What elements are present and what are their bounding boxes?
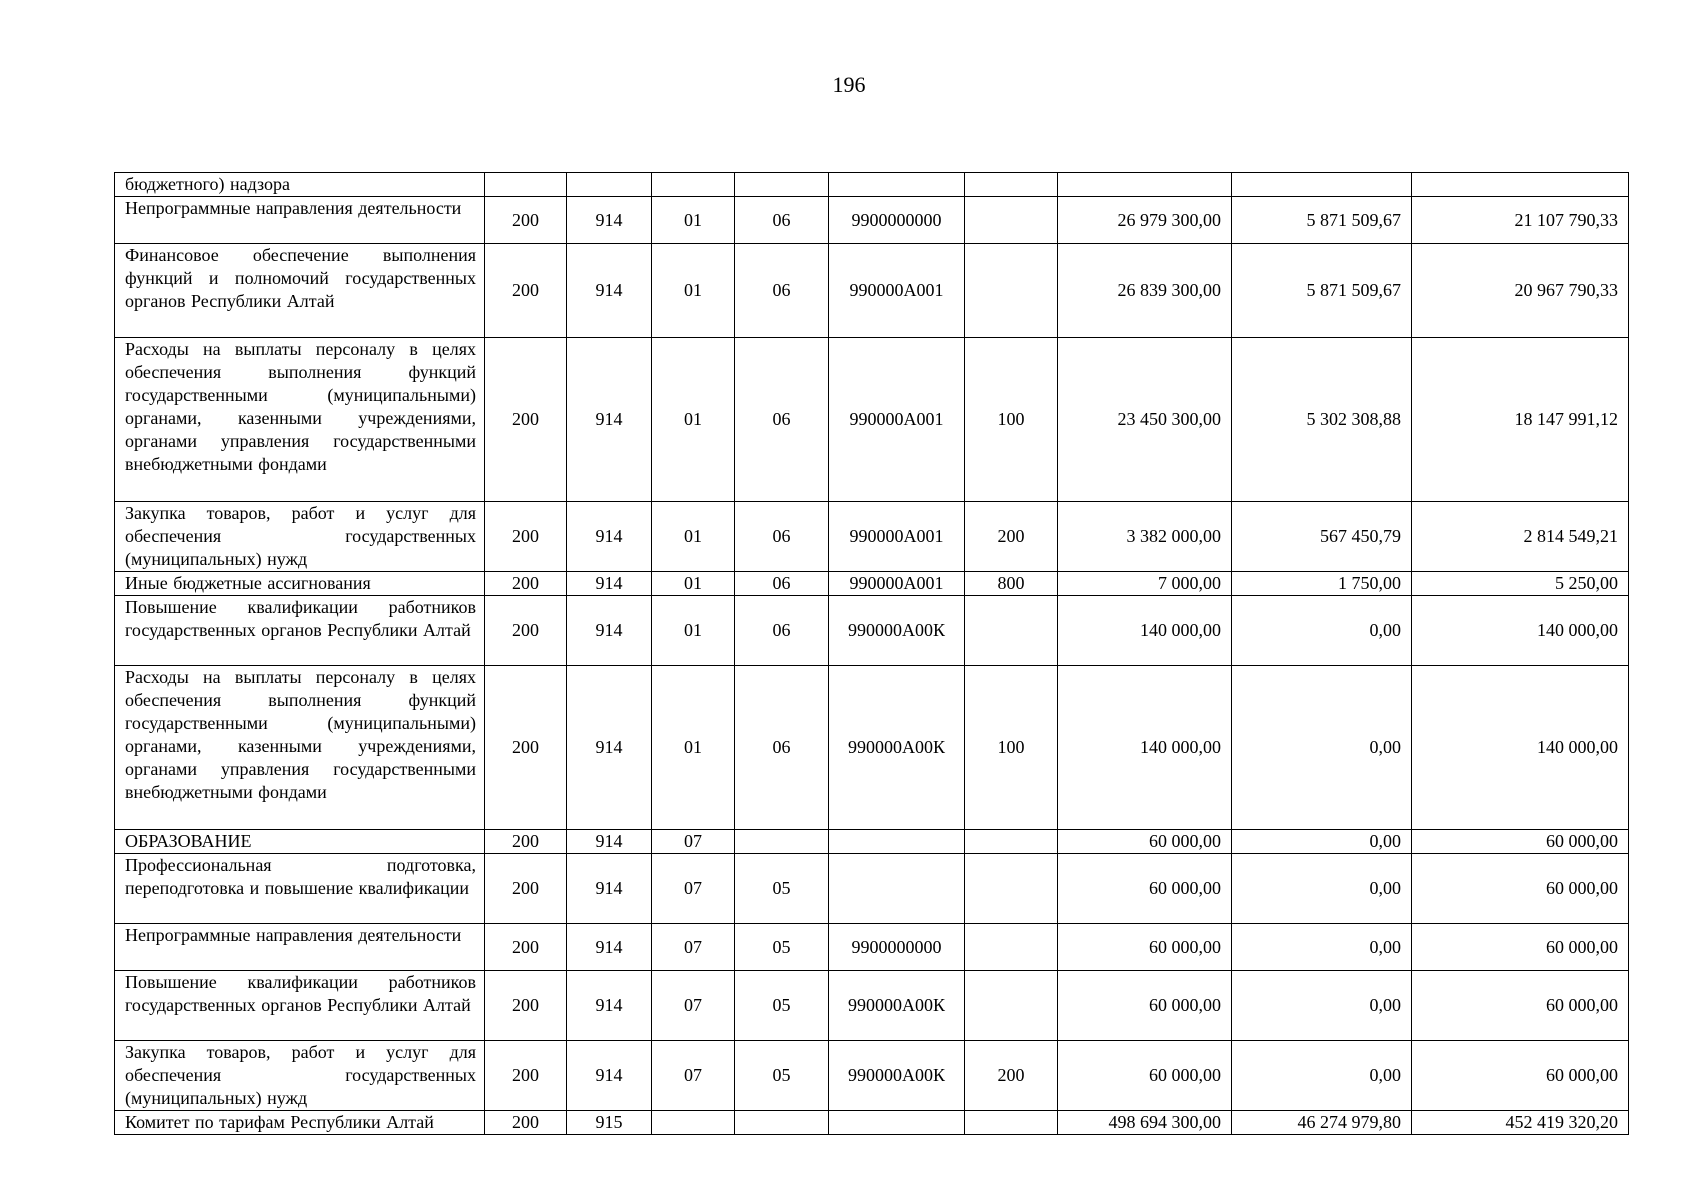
code-cell: 915 bbox=[567, 1111, 652, 1135]
budget-table bbox=[114, 172, 1629, 1135]
amount-cell: 18 147 991,12 bbox=[1412, 338, 1629, 502]
code-cell: 05 bbox=[735, 1041, 829, 1111]
row-name: Непрограммные направления деятельности bbox=[115, 924, 485, 971]
code-cell: 200 bbox=[485, 244, 567, 338]
amount-cell: 21 107 790,33 bbox=[1412, 197, 1629, 244]
code-cell: 200 bbox=[485, 1041, 567, 1111]
amount-cell: 567 450,79 bbox=[1232, 502, 1412, 572]
code-cell bbox=[965, 173, 1058, 197]
code-cell bbox=[965, 924, 1058, 971]
row-name: бюджетного) надзора bbox=[115, 173, 485, 197]
code-cell bbox=[485, 173, 567, 197]
amount-cell: 498 694 300,00 bbox=[1058, 1111, 1232, 1135]
code-cell: 01 bbox=[652, 197, 735, 244]
code-cell bbox=[829, 830, 965, 854]
amount-cell: 0,00 bbox=[1232, 596, 1412, 666]
code-cell: 914 bbox=[567, 338, 652, 502]
row-name: Расходы на выплаты персоналу в целях обеспечения выполнения функций государственными (муниципальными) органами, казенными учреждениями, органами управления государственными внебюджетными фондами bbox=[115, 338, 485, 502]
table-row bbox=[115, 197, 1629, 244]
amount-cell: 140 000,00 bbox=[1412, 666, 1629, 830]
amount-cell: 140 000,00 bbox=[1412, 596, 1629, 666]
table-row bbox=[115, 338, 1629, 502]
amount-cell: 0,00 bbox=[1232, 666, 1412, 830]
code-cell: 200 bbox=[485, 572, 567, 596]
code-cell: 990000А001 bbox=[829, 244, 965, 338]
code-cell: 990000А00К bbox=[829, 666, 965, 830]
code-cell: 07 bbox=[652, 830, 735, 854]
code-cell: 06 bbox=[735, 666, 829, 830]
code-cell: 06 bbox=[735, 572, 829, 596]
row-name: Финансовое обеспечение выполнения функций и полномочий государственных органов Республики Алтай bbox=[115, 244, 485, 338]
code-cell: 05 bbox=[735, 924, 829, 971]
table-row bbox=[115, 924, 1629, 971]
amount-cell: 23 450 300,00 bbox=[1058, 338, 1232, 502]
amount-cell: 0,00 bbox=[1232, 1041, 1412, 1111]
code-cell bbox=[735, 1111, 829, 1135]
amount-cell: 5 250,00 bbox=[1412, 572, 1629, 596]
amount-cell: 60 000,00 bbox=[1412, 1041, 1629, 1111]
code-cell: 200 bbox=[485, 924, 567, 971]
code-cell bbox=[567, 173, 652, 197]
code-cell: 200 bbox=[485, 854, 567, 924]
code-cell bbox=[829, 1111, 965, 1135]
amount-cell: 60 000,00 bbox=[1058, 830, 1232, 854]
code-cell: 07 bbox=[652, 971, 735, 1041]
table-row bbox=[115, 173, 1629, 197]
code-cell: 100 bbox=[965, 338, 1058, 502]
code-cell: 200 bbox=[485, 197, 567, 244]
row-name: Повышение квалификации работников государственных органов Республики Алтай bbox=[115, 971, 485, 1041]
amount-cell: 5 871 509,67 bbox=[1232, 244, 1412, 338]
code-cell: 800 bbox=[965, 572, 1058, 596]
amount-cell: 3 382 000,00 bbox=[1058, 502, 1232, 572]
amount-cell: 1 750,00 bbox=[1232, 572, 1412, 596]
code-cell: 914 bbox=[567, 854, 652, 924]
code-cell: 01 bbox=[652, 666, 735, 830]
code-cell: 914 bbox=[567, 244, 652, 338]
code-cell: 200 bbox=[485, 502, 567, 572]
code-cell bbox=[965, 1111, 1058, 1135]
amount-cell: 0,00 bbox=[1232, 971, 1412, 1041]
code-cell: 914 bbox=[567, 830, 652, 854]
code-cell bbox=[965, 830, 1058, 854]
code-cell: 990000А00К bbox=[829, 971, 965, 1041]
row-name: Закупка товаров, работ и услуг для обеспечения государственных (муниципальных) нужд bbox=[115, 502, 485, 572]
code-cell bbox=[652, 1111, 735, 1135]
code-cell bbox=[735, 830, 829, 854]
code-cell: 05 bbox=[735, 971, 829, 1041]
amount-cell: 60 000,00 bbox=[1412, 924, 1629, 971]
amount-cell: 2 814 549,21 bbox=[1412, 502, 1629, 572]
code-cell: 914 bbox=[567, 197, 652, 244]
code-cell: 01 bbox=[652, 502, 735, 572]
amount-cell bbox=[1412, 173, 1629, 197]
amount-cell: 60 000,00 bbox=[1058, 1041, 1232, 1111]
code-cell: 200 bbox=[965, 502, 1058, 572]
amount-cell: 5 302 308,88 bbox=[1232, 338, 1412, 502]
table-row bbox=[115, 830, 1629, 854]
code-cell: 200 bbox=[485, 971, 567, 1041]
code-cell: 914 bbox=[567, 572, 652, 596]
amount-cell: 60 000,00 bbox=[1058, 854, 1232, 924]
code-cell bbox=[965, 596, 1058, 666]
code-cell: 01 bbox=[652, 244, 735, 338]
table-row bbox=[115, 502, 1629, 572]
row-name: Профессиональная подготовка, переподготовка и повышение квалификации bbox=[115, 854, 485, 924]
amount-cell: 0,00 bbox=[1232, 854, 1412, 924]
code-cell: 05 bbox=[735, 854, 829, 924]
table-row bbox=[115, 1111, 1629, 1135]
code-cell bbox=[829, 854, 965, 924]
code-cell: 06 bbox=[735, 502, 829, 572]
code-cell bbox=[965, 197, 1058, 244]
table-row bbox=[115, 1041, 1629, 1111]
code-cell: 914 bbox=[567, 971, 652, 1041]
row-name: Комитет по тарифам Республики Алтай bbox=[115, 1111, 485, 1135]
code-cell: 914 bbox=[567, 924, 652, 971]
code-cell: 01 bbox=[652, 572, 735, 596]
amount-cell: 60 000,00 bbox=[1412, 971, 1629, 1041]
row-name: Закупка товаров, работ и услуг для обеспечения государственных (муниципальных) нужд bbox=[115, 1041, 485, 1111]
code-cell: 200 bbox=[485, 830, 567, 854]
code-cell: 9900000000 bbox=[829, 924, 965, 971]
code-cell: 200 bbox=[485, 666, 567, 830]
amount-cell: 140 000,00 bbox=[1058, 596, 1232, 666]
code-cell: 07 bbox=[652, 924, 735, 971]
code-cell: 06 bbox=[735, 244, 829, 338]
amount-cell: 60 000,00 bbox=[1412, 854, 1629, 924]
code-cell: 07 bbox=[652, 1041, 735, 1111]
row-name: ОБРАЗОВАНИЕ bbox=[115, 830, 485, 854]
code-cell: 990000А00К bbox=[829, 1041, 965, 1111]
code-cell: 01 bbox=[652, 596, 735, 666]
amount-cell: 60 000,00 bbox=[1058, 924, 1232, 971]
code-cell: 100 bbox=[965, 666, 1058, 830]
code-cell: 200 bbox=[965, 1041, 1058, 1111]
code-cell: 990000А001 bbox=[829, 502, 965, 572]
code-cell: 06 bbox=[735, 197, 829, 244]
code-cell: 914 bbox=[567, 666, 652, 830]
code-cell: 914 bbox=[567, 1041, 652, 1111]
row-name: Непрограммные направления деятельности bbox=[115, 197, 485, 244]
row-name: Повышение квалификации работников государственных органов Республики Алтай bbox=[115, 596, 485, 666]
page-number: 196 bbox=[832, 72, 866, 97]
row-name: Иные бюджетные ассигнования bbox=[115, 572, 485, 596]
code-cell: 990000А001 bbox=[829, 338, 965, 502]
code-cell bbox=[735, 173, 829, 197]
amount-cell: 7 000,00 bbox=[1058, 572, 1232, 596]
amount-cell: 26 839 300,00 bbox=[1058, 244, 1232, 338]
code-cell: 200 bbox=[485, 596, 567, 666]
table-row bbox=[115, 666, 1629, 830]
code-cell: 200 bbox=[485, 1111, 567, 1135]
code-cell: 06 bbox=[735, 338, 829, 502]
amount-cell: 20 967 790,33 bbox=[1412, 244, 1629, 338]
amount-cell bbox=[1058, 173, 1232, 197]
amount-cell: 26 979 300,00 bbox=[1058, 197, 1232, 244]
amount-cell: 5 871 509,67 bbox=[1232, 197, 1412, 244]
code-cell bbox=[965, 244, 1058, 338]
table-row bbox=[115, 572, 1629, 596]
table-row bbox=[115, 854, 1629, 924]
code-cell bbox=[965, 971, 1058, 1041]
table-row bbox=[115, 244, 1629, 338]
code-cell bbox=[652, 173, 735, 197]
table-row bbox=[115, 971, 1629, 1041]
code-cell: 200 bbox=[485, 338, 567, 502]
code-cell bbox=[829, 173, 965, 197]
row-name: Расходы на выплаты персоналу в целях обеспечения выполнения функций государственными (муниципальными) органами, казенными учреждениями, органами управления государственными внебюджетными фондами bbox=[115, 666, 485, 830]
code-cell: 07 bbox=[652, 854, 735, 924]
amount-cell: 60 000,00 bbox=[1412, 830, 1629, 854]
code-cell: 914 bbox=[567, 502, 652, 572]
amount-cell: 46 274 979,80 bbox=[1232, 1111, 1412, 1135]
amount-cell: 140 000,00 bbox=[1058, 666, 1232, 830]
code-cell: 06 bbox=[735, 596, 829, 666]
code-cell: 9900000000 bbox=[829, 197, 965, 244]
code-cell bbox=[965, 854, 1058, 924]
code-cell: 990000А00К bbox=[829, 596, 965, 666]
amount-cell: 0,00 bbox=[1232, 830, 1412, 854]
code-cell: 01 bbox=[652, 338, 735, 502]
table-row bbox=[115, 596, 1629, 666]
amount-cell bbox=[1232, 173, 1412, 197]
amount-cell: 452 419 320,20 bbox=[1412, 1111, 1629, 1135]
amount-cell: 0,00 bbox=[1232, 924, 1412, 971]
code-cell: 914 bbox=[567, 596, 652, 666]
code-cell: 990000А001 bbox=[829, 572, 965, 596]
amount-cell: 60 000,00 bbox=[1058, 971, 1232, 1041]
